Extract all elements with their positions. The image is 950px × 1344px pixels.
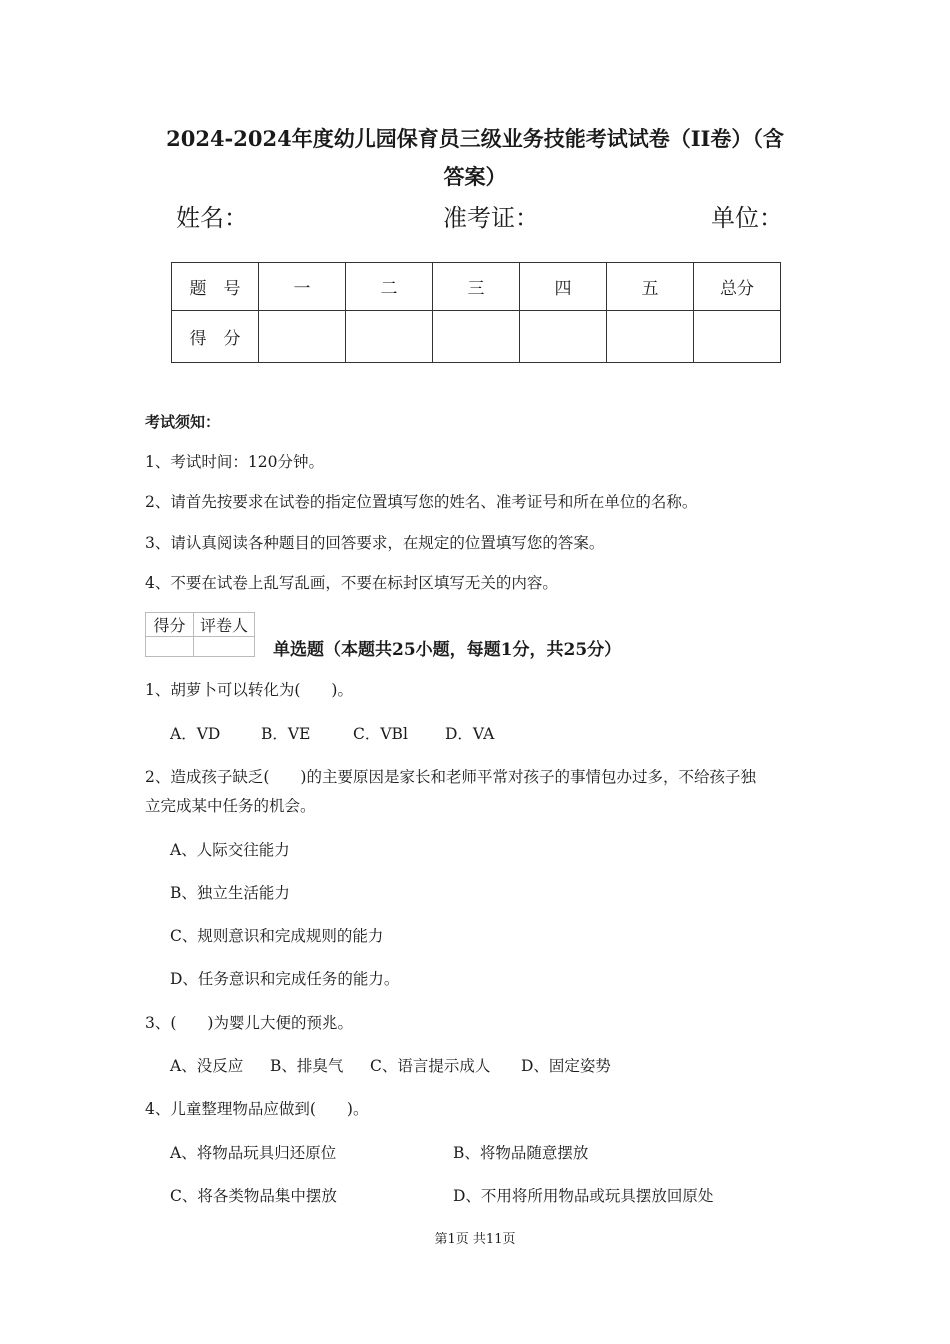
grader-box [145, 612, 255, 657]
question-1-option-b: B．VE [261, 725, 311, 743]
question-2-option-a: A、人际交往能力 [170, 841, 290, 859]
score-table-header-row [172, 263, 781, 311]
name-label: 姓名： [176, 204, 248, 232]
grader-box-score-cell [146, 637, 194, 657]
score-cell [607, 311, 694, 363]
header-cell-number: 题 号 [172, 263, 259, 311]
question-4-option-d: D、不用将所用物品或玩具摆放回原处 [453, 1187, 714, 1205]
question-3-stem: 3、( )为婴儿大便的预兆。 [145, 1014, 353, 1032]
question-4-option-a: A、将物品玩具归还原位 [170, 1144, 337, 1162]
unit-label: 单位： [711, 204, 783, 232]
grader-box-grader-cell [194, 637, 255, 657]
score-cell [346, 311, 433, 363]
title-line-2: 答案） [443, 164, 507, 189]
score-cell [259, 311, 346, 363]
notice-item: 4、不要在试卷上乱写乱画，不要在标封区填写无关的内容。 [145, 574, 558, 592]
grader-box-grader-label: 评卷人 [194, 613, 255, 637]
question-2-option-b: B、独立生活能力 [170, 884, 290, 902]
notice-heading: 考试须知： [145, 413, 221, 431]
header-cell-1: 一 [259, 263, 346, 311]
header-cell-2: 二 [346, 263, 433, 311]
question-3-option-c: C、语言提示成人 [370, 1057, 491, 1075]
score-row-label: 得 分 [172, 311, 259, 363]
notice-item: 2、请首先按要求在试卷的指定位置填写您的姓名、准考证号和所在单位的名称。 [145, 493, 698, 511]
question-4-option-b: B、将物品随意摆放 [453, 1144, 589, 1162]
score-cell [433, 311, 520, 363]
question-2-stem-line-1: 2、造成孩子缺乏( )的主要原因是家长和老师平常对孩子的事情包办过多，不给孩子独 [145, 768, 756, 786]
score-cell [694, 311, 781, 363]
question-3-option-b: B、排臭气 [270, 1057, 344, 1075]
question-1-stem: 1、胡萝卜可以转化为( )。 [145, 681, 353, 699]
document-title [145, 120, 805, 196]
header-cell-3: 三 [433, 263, 520, 311]
header-cell-4: 四 [520, 263, 607, 311]
question-3-option-a: A、没反应 [170, 1057, 244, 1075]
score-table [171, 262, 781, 363]
question-4-option-c: C、将各类物品集中摆放 [170, 1187, 337, 1205]
question-1-option-a: A．VD [170, 725, 221, 743]
notice-item: 1、考试时间：120分钟。 [145, 453, 324, 471]
question-2-option-d: D、任务意识和完成任务的能力。 [170, 970, 400, 988]
question-2-option-c: C、规则意识和完成规则的能力 [170, 927, 384, 945]
page-footer: 第1页 共11页 [434, 1232, 516, 1247]
question-4-stem: 4、儿童整理物品应做到( )。 [145, 1100, 369, 1118]
header-cell-5: 五 [607, 263, 694, 311]
exam-id-label: 准考证： [443, 204, 539, 232]
question-1-option-d: D．VA [445, 725, 495, 743]
score-cell [520, 311, 607, 363]
title-line-1: 2024-2024年度幼儿园保育员三级业务技能考试试卷（II卷）（含 [166, 126, 784, 151]
grader-box-score-label: 得分 [146, 613, 194, 637]
question-3-option-d: D、固定姿势 [521, 1057, 611, 1075]
section-title: 单选题（本题共25小题，每题1分，共25分） [273, 640, 622, 660]
question-2-stem-line-2: 立完成某中任务的机会。 [145, 797, 316, 815]
header-cell-total: 总分 [694, 263, 781, 311]
question-1-option-c: C．VBl [353, 725, 408, 743]
score-table-score-row [172, 311, 781, 363]
notice-item: 3、请认真阅读各种题目的回答要求，在规定的位置填写您的答案。 [145, 534, 605, 552]
